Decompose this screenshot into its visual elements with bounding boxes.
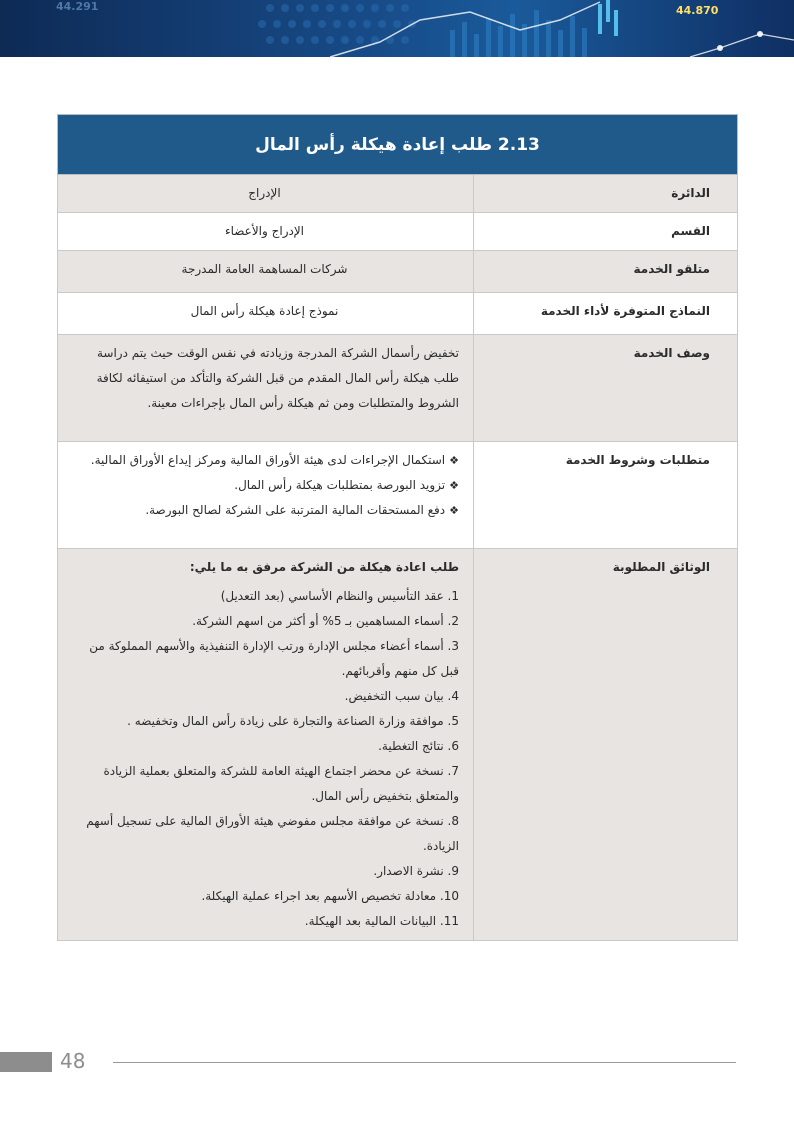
service-table bbox=[57, 114, 738, 941]
list-item: ❖تزويد البورصة بمتطلبات هيكلة رأس المال. bbox=[234, 478, 459, 492]
ticker-value-right: 44.870 bbox=[676, 4, 719, 17]
table-row bbox=[58, 442, 738, 549]
page-number-bar bbox=[0, 1052, 52, 1072]
row-value-description: تخفيض رأسمال الشركة المدرجة وزيادته في نفس الوقت حيث يتم دراسة طلب هيكلة رأس المال المقدم من قبل الشركة والتأكد من استيفائه لكافة الشروط والمتطلبات ومن ثم هيكلة رأس المال بإجراءات معينة. bbox=[58, 335, 474, 442]
list-item: 5. موافقة وزارة الصناعة والتجارة على زيادة رأس المال وتخفيضه . bbox=[127, 714, 459, 728]
list-item: 1. عقد التأسيس والنظام الأساسي (بعد التعديل) bbox=[220, 589, 459, 603]
list-item: 3. أسماء أعضاء مجلس الإدارة ورتب الإدارة التنفيذية والأسهم المملوكة من قبل كل منهم وأقربائهم. bbox=[89, 639, 459, 678]
row-value-department: الإدراج bbox=[58, 175, 474, 213]
row-label-documents: الوثائق المطلوبة bbox=[474, 549, 738, 941]
list-item: 9. نشرة الاصدار. bbox=[373, 864, 459, 878]
diamond-bullet-icon: ❖ bbox=[449, 479, 459, 492]
page-number: 48 bbox=[60, 1049, 86, 1073]
row-label-description: وصف الخدمة bbox=[474, 335, 738, 442]
row-label-requirements: متطلبات وشروط الخدمة bbox=[474, 442, 738, 549]
top-banner bbox=[0, 0, 794, 57]
row-label-recipients: متلقو الخدمة bbox=[474, 251, 738, 293]
list-item: 10. معادلة تخصيص الأسهم بعد اجراء عملية الهيكلة. bbox=[201, 889, 459, 903]
table-row bbox=[58, 175, 738, 213]
list-item: 11. البيانات المالية بعد الهيكلة. bbox=[304, 914, 459, 928]
table-row bbox=[58, 335, 738, 442]
list-item: 8. نسخة عن موافقة مجلس مفوضي هيئة الأوراق المالية على تسجيل أسهم الزيادة. bbox=[86, 814, 459, 853]
stock-chart-graphic bbox=[0, 0, 794, 57]
row-value-requirements bbox=[58, 442, 474, 549]
list-item: ❖استكمال الإجراءات لدى هيئة الأوراق المالية ومركز إيداع الأوراق المالية. bbox=[90, 453, 459, 467]
table-row bbox=[58, 251, 738, 293]
diamond-bullet-icon: ❖ bbox=[449, 454, 459, 467]
list-item: ❖دفع المستحقات المالية المترتبة على الشركة لصالح البورصة. bbox=[145, 503, 459, 517]
requirements-list bbox=[70, 448, 459, 523]
row-value-forms: نموذج إعادة هيكلة رأس المال bbox=[58, 293, 474, 335]
row-label-section: القسم bbox=[474, 213, 738, 251]
list-item: 4. بيان سبب التخفيض. bbox=[344, 689, 459, 703]
documents-intro: طلب اعادة هيكلة من الشركة مرفق به ما يلي: bbox=[189, 560, 459, 574]
documents-list bbox=[70, 584, 459, 934]
ticker-value-left: 44.291 bbox=[56, 0, 99, 13]
table-row bbox=[58, 549, 738, 941]
list-item: 2. أسماء المساهمين بـ 5% أو أكثر من اسهم الشركة. bbox=[192, 614, 459, 628]
list-item: 6. نتائج التغطية. bbox=[378, 739, 459, 753]
row-value-recipients: شركات المساهمة العامة المدرجة bbox=[58, 251, 474, 293]
diamond-bullet-icon: ❖ bbox=[449, 504, 459, 517]
list-item: 7. نسخة عن محضر اجتماع الهيئة العامة للشركة والمتعلق بعملية الزيادة والمتعلق بتخفيض رأس المال. bbox=[103, 764, 459, 803]
row-label-department: الدائرة bbox=[474, 175, 738, 213]
footer-divider bbox=[113, 1062, 736, 1063]
row-value-documents bbox=[58, 549, 474, 941]
table-row bbox=[58, 213, 738, 251]
row-label-forms: النماذج المتوفرة لأداء الخدمة bbox=[474, 293, 738, 335]
table-row bbox=[58, 293, 738, 335]
service-title: 2.13 طلب إعادة هيكلة رأس المال bbox=[58, 115, 738, 175]
row-value-section: الإدراج والأعضاء bbox=[58, 213, 474, 251]
